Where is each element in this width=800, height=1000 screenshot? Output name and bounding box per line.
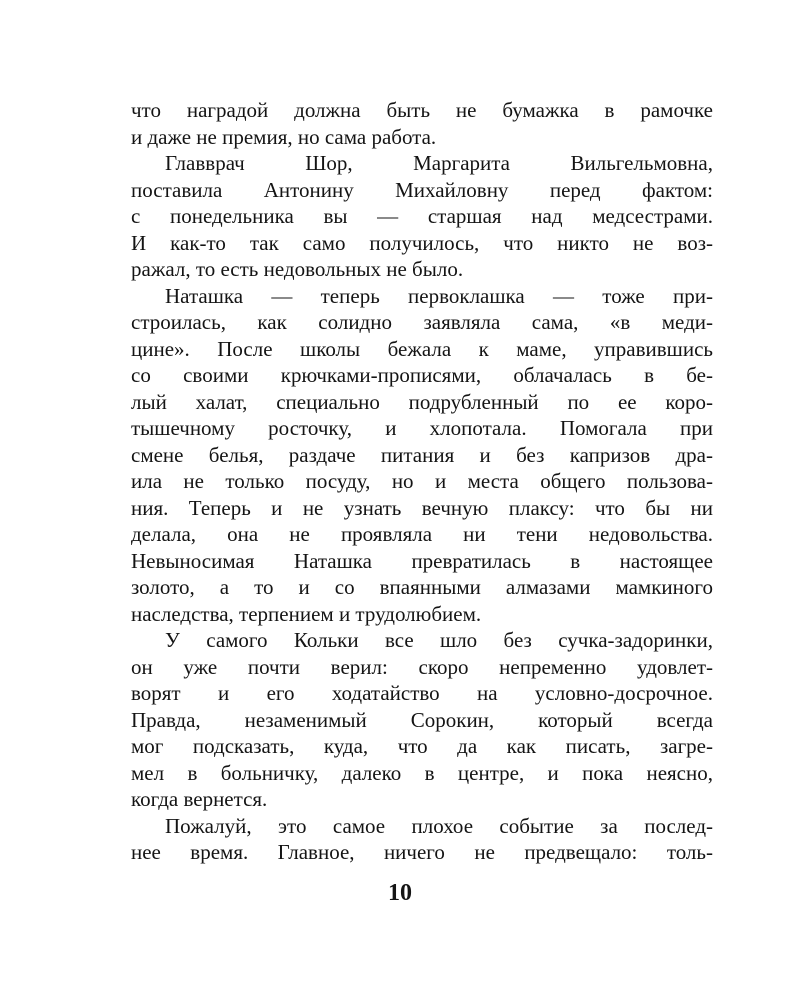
text-line: смене белья, раздаче питания и без капризов дра-: [131, 442, 713, 467]
text-line: Главврач Шор, Маргарита Вильгельмовна,: [165, 151, 713, 175]
body-text: [131, 97, 713, 866]
text-line: наследства, терпением и трудолюбием.: [131, 601, 482, 626]
text-line: мог подсказать, куда, что да как писать, загре-: [131, 734, 713, 758]
text-line: Пожалуй, это самое плохое событие за послед-: [165, 813, 713, 838]
text-line: с понедельника вы — старшая над медсестрами.: [131, 204, 713, 228]
text-line: тышечному росточку, и хлопотала. Помогала при: [131, 416, 713, 440]
text-line: нее время. Главное, ничего не предвещало: толь-: [131, 840, 713, 864]
text-line: мел в больничку, далеко в центре, и пока неясно,: [131, 760, 713, 785]
page-number: 10: [388, 880, 412, 906]
text-line: поставила Антонину Михайловну перед фактом:: [131, 177, 713, 202]
text-line: Наташка — теперь первоклашка — тоже при-: [165, 283, 713, 308]
text-line: ражал, то есть недовольных не было.: [131, 257, 464, 281]
text-line: цине». После школы бежала к маме, управившись: [131, 336, 713, 361]
text-line: делала, она не проявляла ни тени недовольства.: [131, 522, 713, 546]
text-line: И как-то так само получилось, что никто не воз-: [131, 230, 713, 255]
text-line: что наградой должна быть не бумажка в рамочке: [131, 98, 713, 122]
text-line: ния. Теперь и не узнать вечную плаксу: что бы ни: [131, 495, 713, 520]
text-line: лый халат, специально подрубленный по ее коро-: [131, 389, 713, 414]
text-line: Правда, незаменимый Сорокин, который всегда: [131, 707, 713, 732]
text-line: строилась, как солидно заявляла сама, «в меди-: [131, 310, 713, 334]
text-line: он уже почти верил: скоро непременно удовлет-: [131, 654, 713, 679]
text-line: золото, а то и со впаянными алмазами мамкиного: [131, 575, 713, 599]
text-line: и даже не премия, но сама работа.: [131, 124, 437, 149]
text-line: ила не только посуду, но и места общего пользова-: [131, 469, 713, 493]
text-line: со своими крючками-прописями, облачалась в бе-: [131, 363, 713, 387]
text-line: У самого Кольки все шло без сучка-задоринки,: [165, 628, 713, 652]
text-line: Невыносимая Наташка превратилась в настоящее: [131, 548, 713, 573]
text-line: когда вернется.: [131, 787, 268, 811]
text-line: ворят и его ходатайство на условно-досрочное.: [131, 681, 713, 705]
